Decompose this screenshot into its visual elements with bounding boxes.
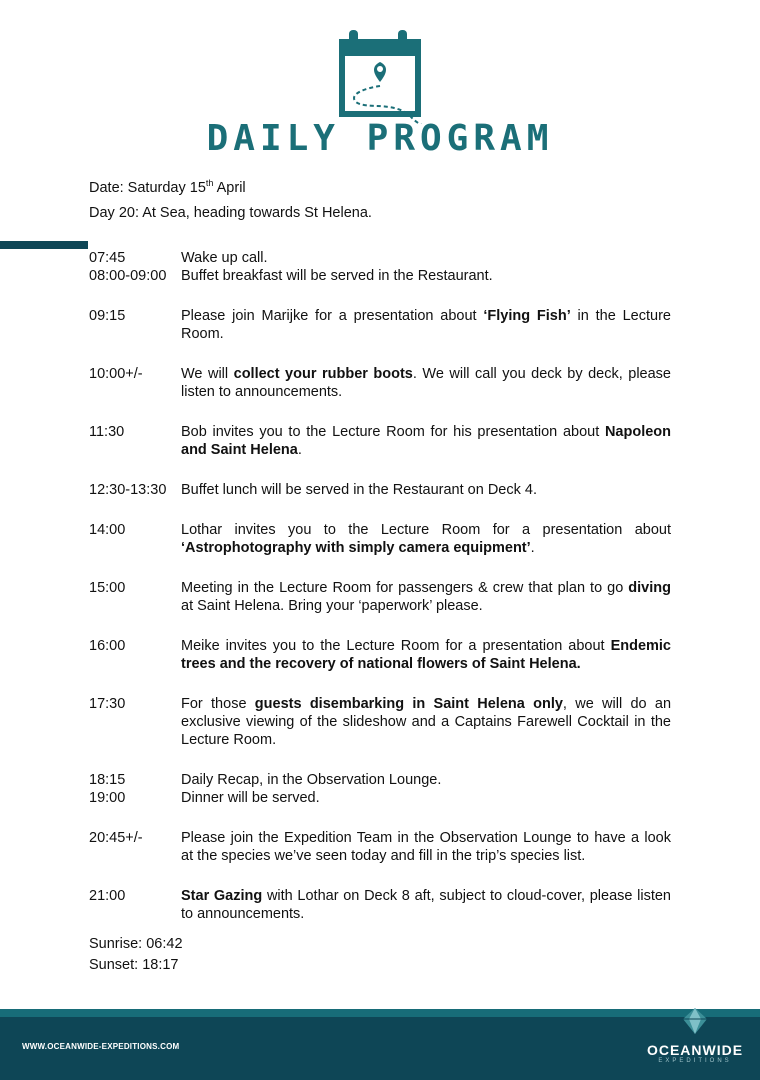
description-text: Buffet breakfast will be served in the Restaurant.	[181, 268, 493, 284]
schedule-description	[181, 829, 671, 865]
schedule-time: 07:45	[89, 250, 126, 266]
description-text: Please join the Expedition Team in the Observation Lounge to have a look at the species we’ve seen today and fill in the trip’s species list.	[181, 830, 671, 864]
date-text: Date: Saturday 15	[89, 179, 206, 196]
page-title: DAILY PROGRAM	[206, 118, 554, 159]
schedule-time: 14:00	[89, 522, 126, 538]
schedule-description	[181, 771, 671, 789]
logo-subtitle: EXPEDITIONS	[658, 1058, 732, 1064]
schedule-time: 17:30	[89, 696, 126, 712]
emphasis-text: Napoleon and Saint Helena	[181, 424, 671, 458]
schedule-row	[89, 481, 671, 499]
description-text: . We will call you deck by deck, please listen to announcements.	[181, 366, 671, 400]
schedule-description	[181, 521, 671, 557]
description-text: Daily Recap, in the Observation Lounge.	[181, 772, 442, 788]
description-text: Meike invites you to the Lecture Room for a presentation about	[181, 638, 611, 654]
description-text: Wake up call.	[181, 250, 268, 266]
emphasis-text: collect your rubber boots	[233, 366, 413, 382]
description-text: Bob invites you to the Lecture Room for his presentation about	[181, 424, 605, 440]
oceanwide-logo	[640, 1007, 750, 1064]
description-text: Please join Marijke for a presentation about	[181, 308, 484, 324]
emphasis-text: ‘Flying Fish’	[483, 308, 571, 324]
schedule-description	[181, 695, 671, 749]
schedule-description	[181, 365, 671, 401]
schedule-row	[89, 789, 671, 807]
description-text: For those	[181, 696, 255, 712]
schedule-description	[181, 267, 671, 285]
schedule-time: 18:15	[89, 772, 126, 788]
emphasis-text: Endemic trees and the recovery of national flowers of Saint Helena.	[181, 638, 671, 672]
calendar-map-pin-icon	[336, 28, 436, 124]
description-text: .	[530, 540, 535, 556]
emphasis-text: ‘Astrophotography with simply camera equipment’	[181, 540, 531, 556]
sunset-text: Sunset: 18:17	[89, 957, 179, 973]
schedule-time: 11:30	[89, 424, 125, 440]
day-line: Day 20: At Sea, heading towards St Helena.	[89, 205, 372, 221]
schedule-row	[89, 771, 671, 789]
schedule-description	[181, 423, 671, 459]
schedule-row	[89, 267, 671, 285]
schedule-time: 12:30-13:30	[89, 482, 167, 498]
description-text: Dinner will be served.	[181, 790, 320, 806]
description-text: We will	[181, 366, 234, 382]
schedule-description	[181, 481, 671, 499]
schedule-description	[181, 249, 671, 267]
schedule-row	[89, 365, 671, 401]
emphasis-text: diving	[628, 580, 671, 596]
date-line	[89, 178, 246, 196]
schedule-row	[89, 579, 671, 615]
schedule-row	[89, 423, 671, 459]
schedule-time: 20:45+/-	[89, 830, 143, 846]
schedule-time: 21:00	[89, 888, 126, 904]
schedule-time: 16:00	[89, 638, 126, 654]
description-text: at Saint Helena. Bring your ‘paperwork’ please.	[181, 598, 483, 614]
page-header	[0, 0, 760, 170]
date-ordinal: th	[205, 178, 214, 188]
schedule-time: 09:15	[89, 308, 126, 324]
schedule-row	[89, 695, 671, 749]
description-text: with Lothar on Deck 8 aft, subject to cloud-cover, please listen to announcements.	[181, 888, 671, 922]
schedule-row	[89, 521, 671, 557]
schedule-description	[181, 307, 671, 343]
schedule-time: 10:00+/-	[89, 366, 143, 382]
description-text: in the Lecture Room.	[181, 308, 671, 342]
schedule-list	[89, 249, 671, 923]
schedule-time: 15:00	[89, 580, 126, 596]
schedule-description	[181, 579, 671, 615]
schedule-description	[181, 789, 671, 807]
description-text: Buffet lunch will be served in the Restaurant on Deck 4.	[181, 482, 537, 498]
schedule-row	[89, 307, 671, 343]
schedule-row	[89, 637, 671, 673]
schedule-row	[89, 887, 671, 923]
schedule-row	[89, 829, 671, 865]
schedule-row	[89, 249, 671, 267]
description-text: , we will do an exclusive viewing of the slideshow and a Captains Farewell Cocktail in the Lecture Room.	[181, 696, 672, 748]
schedule-description	[181, 887, 671, 923]
emphasis-text: Star Gazing	[181, 888, 263, 904]
description-text: Meeting in the Lecture Room for passengers & crew that plan to go	[181, 580, 629, 596]
description-text: Lothar invites you to the Lecture Room for a presentation about	[181, 522, 671, 538]
page-footer	[0, 1017, 760, 1080]
date-month: April	[213, 179, 246, 196]
schedule-description	[181, 637, 671, 673]
description-text: .	[297, 442, 302, 458]
schedule-time: 19:00	[89, 790, 126, 806]
accent-bar	[0, 241, 88, 249]
schedule-time: 08:00-09:00	[89, 268, 167, 284]
website-link[interactable]: WWW.OCEANWIDE-EXPEDITIONS.COM	[22, 1042, 180, 1051]
logo-wordmark: OCEANWIDE	[646, 1042, 744, 1058]
sunrise-text: Sunrise: 06:42	[89, 936, 183, 952]
oceanwide-diamond-logo-icon	[682, 1007, 708, 1035]
emphasis-text: guests disembarking in Saint Helena only	[254, 696, 563, 712]
